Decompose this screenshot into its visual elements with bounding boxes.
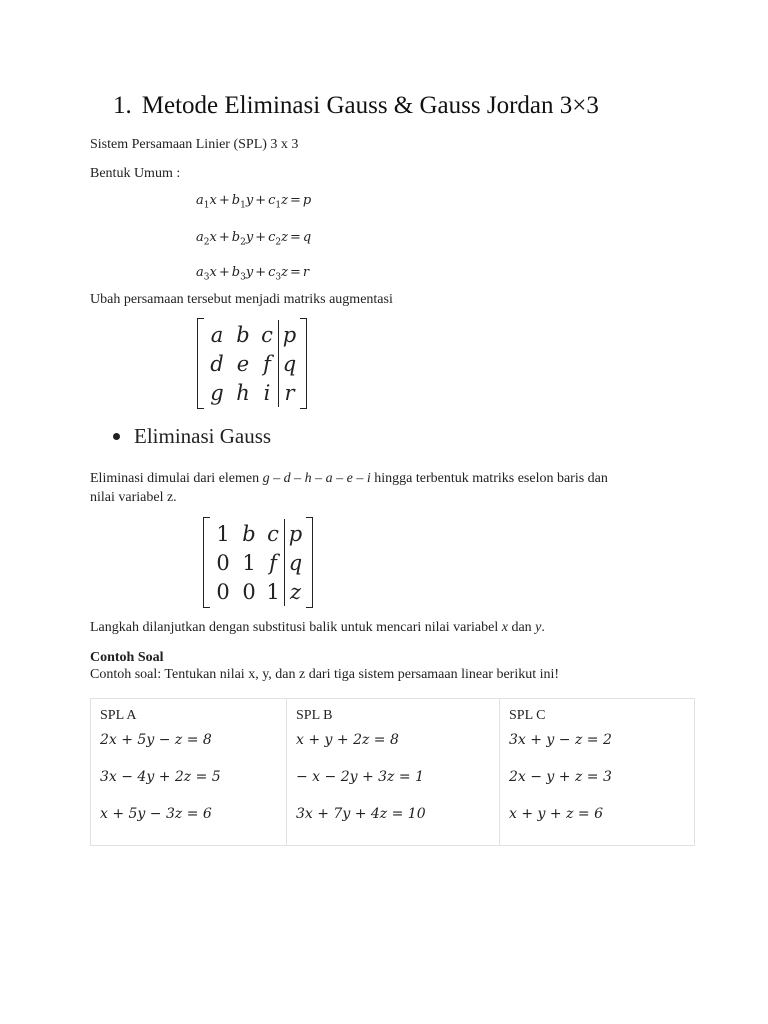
- matrix-cell: b: [242, 521, 256, 546]
- matrix-cell: 1: [266, 579, 280, 604]
- elimination-sequence: g – d – h – a – e – i: [262, 471, 371, 486]
- bracket-right: [300, 318, 307, 409]
- matrix-cell-rhs: p: [278, 320, 300, 349]
- spl-equation: 3x − 4y + 2z = 5: [100, 769, 221, 785]
- matrix-cell: e: [236, 351, 250, 376]
- matrix-cell: 0: [242, 579, 256, 604]
- matrix-cell: d: [210, 351, 224, 376]
- spl-column-c: [500, 699, 695, 846]
- spl-equation: x + y + 2z = 8: [296, 732, 399, 748]
- bullet-icon: [113, 433, 120, 440]
- example-title: Contoh Soal: [90, 650, 164, 665]
- matrix-cell: 0: [216, 579, 230, 604]
- bracket-right: [306, 517, 313, 608]
- matrix-cell: c: [261, 322, 273, 347]
- example-text: Contoh soal: Tentukan nilai x, y, dan z dari tiga sistem persamaan linear berikut ini!: [90, 667, 560, 682]
- matrix-cell: i: [263, 380, 271, 405]
- elimination-text-continued: nilai variabel z.: [90, 490, 177, 505]
- spl-column-b: [287, 699, 500, 846]
- spl-name: SPL B: [296, 708, 333, 723]
- heading-number: 1.: [113, 92, 132, 119]
- spl-equation: 2x − y + z = 3: [509, 769, 612, 785]
- matrix-cell: 1: [242, 550, 256, 575]
- general-equation-3: $a_3x + b_3y + c_3z = r$: [196, 265, 310, 283]
- elimination-text: Eliminasi dimulai dari elemen g – d – h – a – e – i hingga terbentuk matriks eselon baris dan: [90, 471, 608, 486]
- matrix-cell-rhs: r: [278, 378, 300, 407]
- matrix-cell: 0: [216, 550, 230, 575]
- section-heading: [113, 424, 271, 449]
- matrix-cell: b: [236, 322, 250, 347]
- matrix-cell-rhs: p: [284, 519, 306, 548]
- augmented-matrix: [197, 318, 307, 409]
- general-form-label: Bentuk Umum :: [90, 166, 181, 181]
- matrix-cell: f: [263, 351, 271, 376]
- augment-text: Ubah persamaan tersebut menjadi matriks augmentasi: [90, 292, 393, 307]
- spl-equation: 3x + y − z = 2: [509, 732, 612, 748]
- spl-equation: 3x + 7y + 4z = 10: [296, 806, 426, 822]
- spl-equation: 2x + 5y − z = 8: [100, 732, 212, 748]
- general-equation-2: $a_2x + b_2y + c_2z = q$: [196, 230, 312, 248]
- matrix-cell: g: [210, 380, 224, 405]
- back-substitution-text: Langkah dilanjutkan dengan substitusi balik untuk mencari nilai variabel x dan y.: [90, 620, 545, 635]
- spl-table: [90, 698, 695, 846]
- matrix-cell: a: [210, 322, 224, 347]
- spl-column-a: [91, 699, 287, 846]
- spl-equation: x + y + z = 6: [509, 806, 603, 822]
- matrix-cell: f: [269, 550, 277, 575]
- spl-name: SPL C: [509, 708, 546, 723]
- matrix-cell-rhs: q: [278, 349, 300, 378]
- echelon-matrix: [203, 517, 313, 608]
- general-equation-1: $a_1x + b_1y + c_1z = p$: [196, 193, 312, 211]
- spl-equation: x + 5y − 3z = 6: [100, 806, 212, 822]
- intro-text: Sistem Persamaan Linier (SPL) 3 x 3: [90, 137, 299, 152]
- matrix-cell: c: [267, 521, 279, 546]
- matrix-cell: h: [236, 380, 250, 405]
- bracket-left: [203, 517, 210, 608]
- spl-name: SPL A: [100, 708, 137, 723]
- section-title: Eliminasi Gauss: [134, 424, 272, 448]
- spl-equation: − x − 2y + 3z = 1: [296, 769, 424, 785]
- page-title: [113, 92, 599, 120]
- matrix-cell: 1: [216, 521, 230, 546]
- matrix-cell-rhs: z: [284, 577, 306, 606]
- bracket-left: [197, 318, 204, 409]
- matrix-cell-rhs: q: [284, 548, 306, 577]
- heading-title: Metode Eliminasi Gauss & Gauss Jordan 3×3: [141, 92, 599, 119]
